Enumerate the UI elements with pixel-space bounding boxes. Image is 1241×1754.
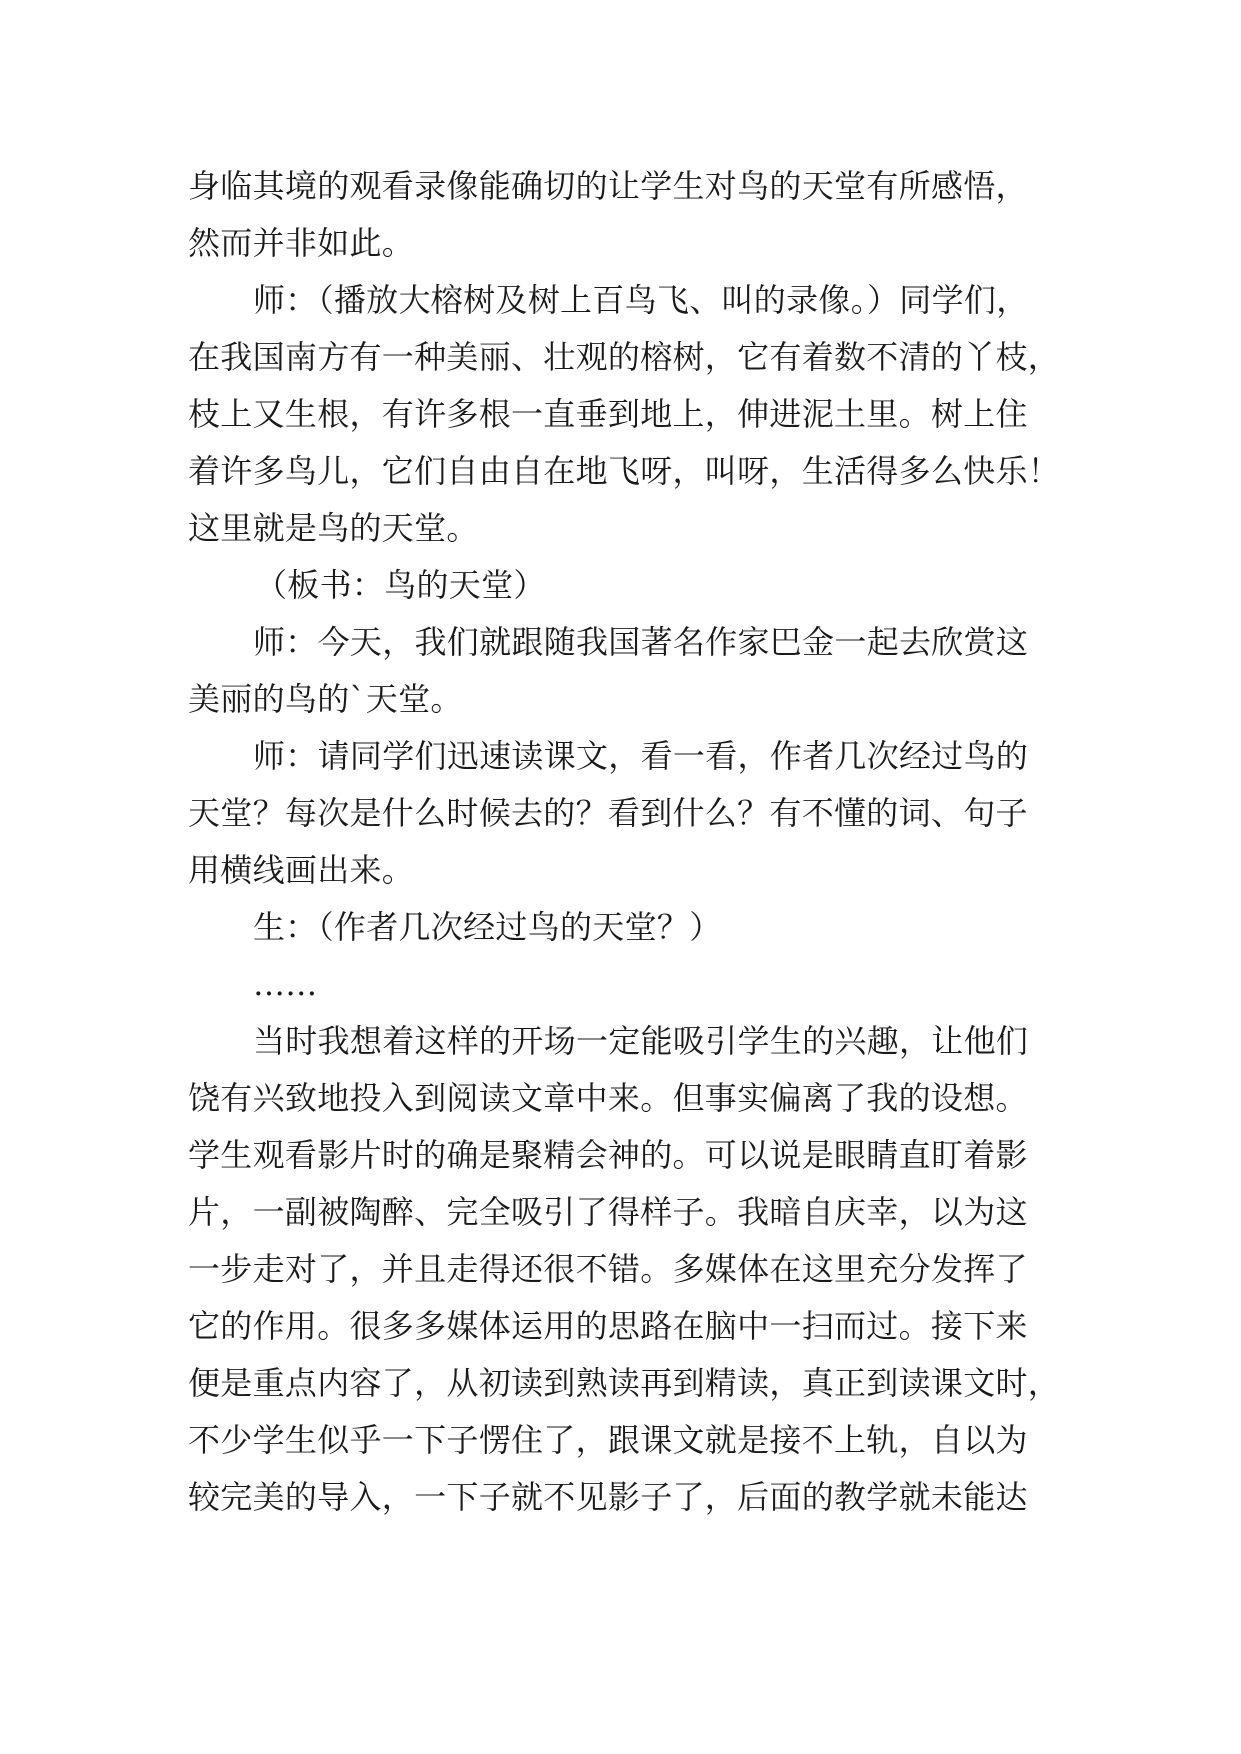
ellipsis-line: …… — [253, 965, 318, 1003]
body-text-line: 师：请同学们迅速读课文，看一看，作者几次经过鸟的 — [253, 737, 1029, 775]
body-text-line: 用横线画出来。 — [188, 851, 415, 889]
body-text-line: 师：今天，我们就跟随我国著名作家巴金一起去欣赏这 — [253, 623, 1029, 661]
body-text-line: 较完美的导入，一下子就不见影子了，后面的教学就未能达 — [188, 1478, 1028, 1516]
body-text-line: 片，一副被陶醉、完全吸引了得样子。我暗自庆幸，以为这 — [188, 1193, 1028, 1231]
body-text-line: 一步走对了，并且走得还很不错。多媒体在这里充分发挥了 — [188, 1250, 1028, 1288]
body-text-line: 便是重点内容了，从初读到熟读再到精读，真正到读课文时， — [188, 1364, 1061, 1402]
body-text-line: 生：（作者几次经过鸟的天堂？） — [253, 908, 722, 946]
body-text-line: 学生观看影片时的确是聚精会神的。可以说是眼睛直盯着影 — [188, 1136, 1028, 1174]
body-text-line: 饶有兴致地投入到阅读文章中来。但事实偏离了我的设想。 — [188, 1079, 1028, 1117]
body-text-line: 天堂？每次是什么时候去的？看到什么？有不懂的词、句子 — [188, 794, 1028, 832]
body-text-line: 美丽的鸟的`天堂。 — [188, 680, 463, 718]
body-text-line: 当时我想着这样的开场一定能吸引学生的兴趣，让他们 — [253, 1022, 1029, 1060]
body-text-line: 着许多鸟儿，它们自由自在地飞呀，叫呀，生活得多么快乐！ — [188, 452, 1061, 490]
body-text-line: 不少学生似乎一下子愣住了，跟课文就是接不上轨，自以为 — [188, 1421, 1028, 1459]
body-text-line: 这里就是鸟的天堂。 — [188, 509, 479, 547]
body-text-line: 在我国南方有一种美丽、壮观的榕树，它有着数不清的丫枝， — [188, 338, 1061, 376]
body-text-line: 然而并非如此。 — [188, 224, 415, 262]
body-text-line: 师：（播放大榕树及树上百鸟飞、叫的录像。）同学们， — [253, 281, 1029, 319]
body-text-line: 它的作用。很多多媒体运用的思路在脑中一扫而过。接下来 — [188, 1307, 1028, 1345]
body-text-line: 枝上又生根，有许多根一直垂到地上，伸进泥土里。树上住 — [188, 395, 1028, 433]
body-text-line: 身临其境的观看录像能确切的让学生对鸟的天堂有所感悟， — [188, 167, 1028, 205]
board-note: （板书：鸟的天堂） — [255, 566, 546, 604]
